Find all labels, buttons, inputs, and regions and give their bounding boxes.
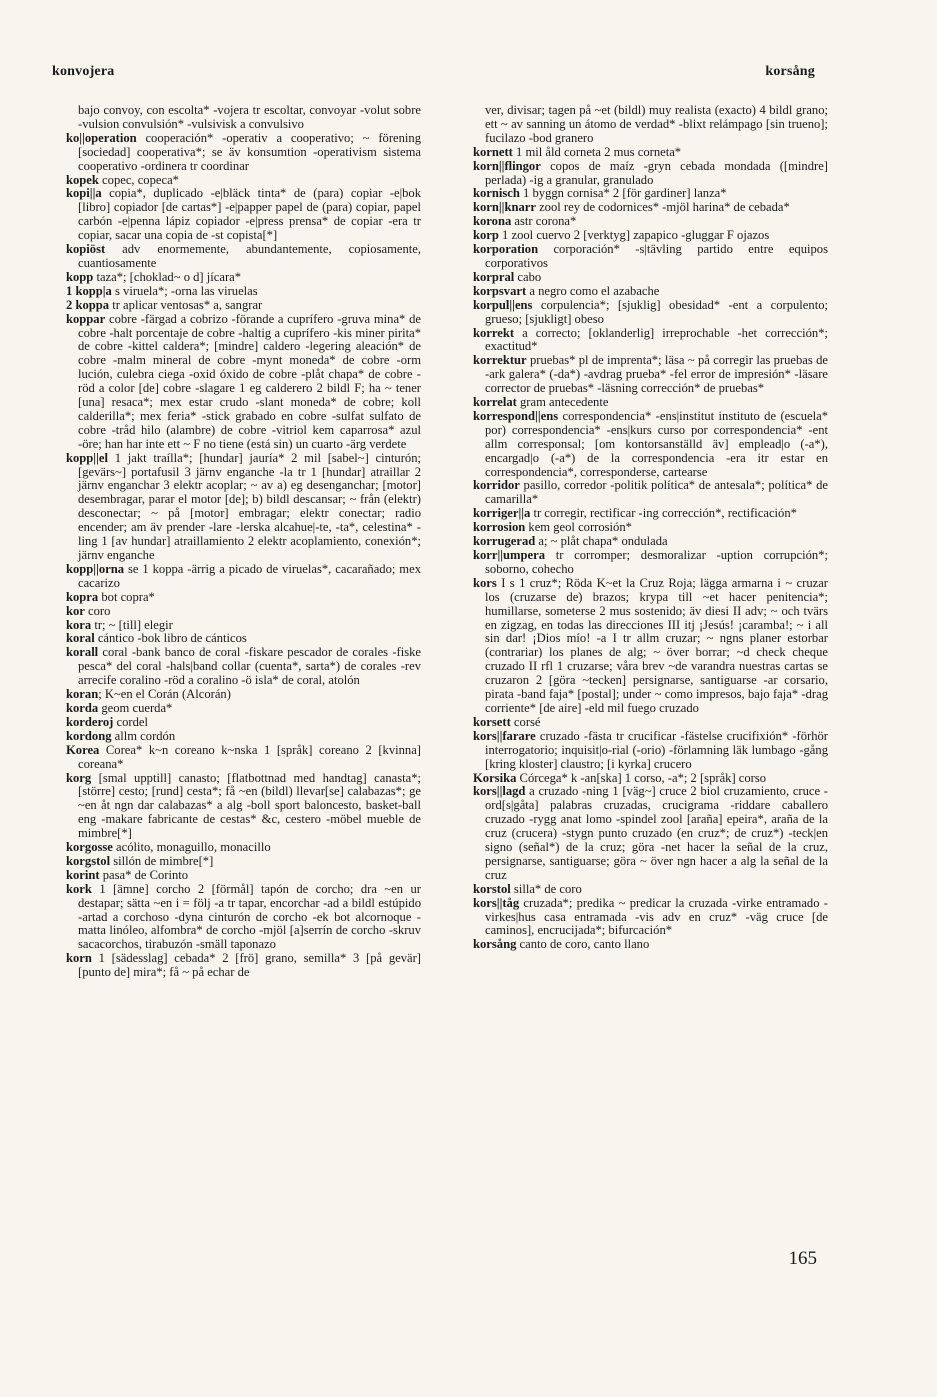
entry-headword: korall: [66, 645, 99, 660]
entry-definition: a cruzado -ning 1 [väg~] cruce 2 biol cruzamiento, cruce -ord[s|gåta] palabras cruzadas, crucigrama -riddare caballero cruzado -rygg anat lomo -spindel zool [araña] epeira*, araña de la cruz (crucera) -stygn punto cruzado (en cruz*; de cruz*) -teck|en signo (señal*) de la cruz; göra -net hacer la señal de la cruz, persignarse, santiguarse; göra ~ över ngn hacer a alg la señal de la cruz: [485, 784, 828, 882]
entry-definition: [smal upptill] canasto; [flatbottnad med handtag] canasta*; [större] cesto; [rund] cesta*; få ~en (bildl) llevar[se] calabazas*; ge ~en åt ngn dar calabazas* a alg -boll sport baloncesto, basket-ball eng -makare fabricante de cestas* &c, cestero -möbel mueble de mimbre[*]: [78, 770, 421, 841]
entry-headword: kopp: [66, 269, 94, 284]
left-guide-word: konvojera: [52, 64, 115, 79]
entry-definition: 1 jakt traílla*; [hundar] jauría* 2 mil [sabel~] cinturón; [gevärs~] portafusil 3 järnv enganche -la tr 1 [hundar] atraillar 2 järnv enganchar 3 elektr acoplar; ~ av a) eg desenganchar; [motor] desembragar, parar el motor [de]; b) bildl descansar; ~ från (elektr) desconectar; ~ på [motor] embragar; elektr conectar; radio encender; am äv prender -lare -lerska alcahue|-te, -ta*, celestina* -ling 1 [av hundar] atraillamiento 2 elektr acoplamiento, conexión*; järnv enganche: [78, 450, 421, 562]
entry-headword: Korsika: [473, 770, 517, 785]
entry-definition: corporación* -s|tävling partido entre equipos corporativos: [485, 242, 828, 270]
dictionary-entry: [66, 299, 421, 313]
right-guide-word: korsång: [765, 64, 815, 79]
entry-definition: cántico -bok libro de cánticos: [94, 631, 247, 646]
dictionary-entry: [66, 243, 421, 271]
entry-definition: corsé: [510, 714, 541, 729]
dictionary-entry: [473, 577, 828, 716]
dictionary-entry: [473, 938, 828, 952]
entry-headword: kopiöst: [66, 242, 106, 257]
dictionary-entry: [473, 772, 828, 786]
entry-headword: korrespond||ens: [473, 408, 559, 423]
page-number: 165: [788, 1248, 817, 1269]
entry-headword: koran: [66, 687, 99, 702]
dictionary-entry: [473, 396, 828, 410]
entry-definition: copos de maíz -gryn cebada mondada ([mindre] perlada) -ig a granular, granulado: [485, 158, 828, 187]
entry-definition: cabo: [514, 269, 542, 284]
entry-definition: ; K~en el Corán (Alcorán): [98, 687, 231, 702]
dictionary-entry: [66, 563, 421, 591]
left-column: [66, 104, 421, 980]
entry-headword: korn||knarr: [473, 200, 536, 215]
entry-definition: corpulencia*; [sjuklig] obesidad* -ent a corpulento; grueso; [sjukligt] obeso: [485, 297, 828, 326]
dictionary-entry: [473, 479, 828, 507]
entry-definition: canto de coro, canto llano: [516, 937, 650, 952]
dictionary-entry: [473, 160, 828, 188]
entry-definition: gram antecedente: [516, 395, 609, 410]
dictionary-entry: [473, 104, 828, 146]
entry-headword: koral: [66, 631, 95, 646]
dictionary-entry: [66, 716, 421, 730]
entry-definition: a correcto; [oklanderlig] irreprochable -het corrección*; exactitud*: [485, 325, 828, 354]
entry-headword: Korea: [66, 742, 100, 757]
entry-definition: 1 mil åld corneta 2 mus corneta*: [512, 144, 682, 159]
right-column: [473, 104, 828, 952]
entry-headword: kopra: [66, 589, 99, 604]
entry-headword: korn: [66, 951, 92, 966]
entry-definition: Corea* k~n coreano k~nska 1 [språk] coreano 2 [kvinna] coreana*: [78, 742, 421, 771]
entry-definition: cruzado -fästa tr crucificar -fästelse crucifixión* -förhör interrogatorio; inquisit|o-rial (-orio) -förlamning läk lumbago -gång [kring kloster] claustro; [i kyrka] crucero: [485, 728, 828, 771]
dictionary-entry: [473, 730, 828, 772]
dictionary-entry: [66, 952, 421, 980]
dictionary-entry: [66, 271, 421, 285]
entry-headword: korriger||a: [473, 506, 531, 521]
entry-definition: tr aplicar ventosas* a, sangrar: [109, 297, 263, 312]
entry-definition: a negro como el azabache: [526, 283, 660, 298]
entry-definition: 1 [ämne] corcho 2 [förmål] tapón de corcho; dra ~en ur destapar; sätta ~en i = följ -a tr tapar, encorchar -ad a bildl estúpido -artad a corchoso -dyna cinturón de corcho -ek bot alcornoque -matta linóleo, alfombra* de corcho -mjöl [a]serrín de corcho -skruv sacacorchos, tirabuzón -smäll taponazo: [78, 881, 421, 952]
entry-definition: ver, divisar; tagen på ~et (bildl) muy realista (exacto) 4 bildl grano; ett ~ av sanning un átomo de verdad* -blixt relámpago [sin trueno]; fucilazo -bod granero: [485, 103, 828, 145]
entry-definition: tr; ~ [till] elegir: [91, 617, 173, 632]
entry-headword: korona: [473, 214, 512, 229]
entry-headword: korrelat: [473, 395, 517, 410]
dictionary-entry: [66, 313, 421, 452]
dictionary-entry: [66, 187, 421, 243]
entry-headword: korstol: [473, 881, 511, 896]
entry-headword: korda: [66, 700, 99, 715]
entry-definition: coral -bank banco de coral -fiskare pescador de corales -fiske pesca* del coral -hals|band collar (cuenta*, sarta*) de corales -rev arrecife coralino -röd a coralino -ö isla* de coral, atolón: [78, 645, 421, 688]
entry-headword: kora: [66, 617, 92, 632]
entry-definition: cruzada*; predika ~ predicar la cruzada -virke entramado -virkes|hus casa entramada -vis adv en cruz* -väg cruce [de caminos], encrucijada*; bifurcación*: [485, 895, 828, 938]
entry-definition: astr corona*: [511, 214, 577, 229]
dictionary-entry: [473, 549, 828, 577]
dictionary-entry: [473, 285, 828, 299]
entry-headword: 2 koppa: [66, 297, 110, 312]
dictionary-entry: [473, 535, 828, 549]
entry-definition: 1 zool cuervo 2 [verktyg] zapapico -gluggar F ojazos: [498, 228, 770, 243]
entry-definition: tr corromper; desmoralizar -uption corrupción*; soborno, cohecho: [485, 548, 828, 576]
entry-definition: cobre -färgad a cobrizo -förande a cuprífero -gruva mina* de cobre -halt porcentaje de cobre -haltig a cuprífero -kis miner pirita* de cobre -kittel caldera*; [mindre] caldero -legering aleación* de cobre -malm mineral de cobre -mynt moneda* de cobre -orm lución, culebra ciega -oxid óxido de cobre -plåt chapa* de cobre -röd a color [de] cobre -slagare 1 eg calderero 2 bildl F; ha ~ tener [una] resaca*; mex estar crudo -slant moneda* de cobre; koll calderilla*; mex feria* -stick grabado en cobre -sulfat sulfato de cobre -tråd hilo (alambre) de cobre -vitriol kem caparrosa* azul -öre; han har inte ett ~ F no tiene (está sin) un cuarto -ärg verdete: [78, 311, 421, 451]
entry-headword: korrektur: [473, 353, 527, 368]
dictionary-entry: [66, 744, 421, 772]
entry-definition: se 1 koppa -ärrig a picado de viruelas*, cacarañado; mex cacarizo: [78, 561, 421, 590]
dictionary-entry: [473, 716, 828, 730]
dictionary-entry: [66, 855, 421, 869]
entry-definition: a; ~ plåt chapa* ondulada: [535, 534, 668, 549]
entry-headword: kopek: [66, 172, 99, 187]
entry-headword: korgosse: [66, 840, 113, 855]
dictionary-entry: [473, 201, 828, 215]
entry-headword: kopp||orna: [66, 561, 125, 576]
entry-definition: adv enormemente, abundantemente, copiosamente, cuantiosamente: [78, 242, 421, 270]
entry-definition: coro: [84, 603, 111, 618]
entry-headword: korsett: [473, 714, 511, 729]
dictionary-entry: [473, 521, 828, 535]
entry-headword: kor: [66, 603, 85, 618]
entry-headword: korrosion: [473, 520, 526, 535]
dictionary-entry: [66, 646, 421, 688]
dictionary-entry: [473, 327, 828, 355]
entry-definition: bajo convoy, con escolta* -vojera tr escoltar, convoyar -volut sobre -vulsion convulsión* -vulsivisk a convulsivo: [78, 103, 421, 131]
entry-headword: korpul||ens: [473, 297, 533, 312]
entry-headword: korderoj: [66, 714, 114, 729]
entry-definition: bot copra*: [98, 589, 155, 604]
dictionary-entry: [66, 883, 421, 953]
dictionary-entry: [66, 841, 421, 855]
dictionary-entry: [66, 104, 421, 132]
entry-definition: s viruela*; -orna las viruelas: [111, 283, 258, 298]
dictionary-entry: [473, 187, 828, 201]
entry-definition: pasillo, corredor -politik política* de antesala*; política* de camarilla*: [485, 478, 828, 507]
entry-headword: koppar: [66, 311, 106, 326]
entry-definition: copec, copeca*: [98, 172, 179, 187]
dictionary-entry: [473, 215, 828, 229]
entry-definition: Córcega* k -an[ska] 1 corso, -a*; 2 [språk] corso: [516, 770, 767, 785]
dictionary-entry: [66, 619, 421, 633]
entry-definition: geom cuerda*: [98, 700, 173, 715]
dictionary-entry: [66, 730, 421, 744]
entry-headword: korpral: [473, 269, 515, 284]
entry-definition: taza*; [choklad~ o d] jícara*: [93, 269, 242, 284]
dictionary-entry: [473, 354, 828, 396]
entry-definition: 1 byggn cornisa* 2 [för gardiner] lanza*: [519, 186, 727, 201]
dictionary-entry: [66, 174, 421, 188]
entry-definition: zool rey de codornices* -mjöl harina* de cebada*: [535, 200, 790, 215]
dictionary-entry: [66, 132, 421, 174]
entry-headword: kordong: [66, 728, 112, 743]
dictionary-entry: [66, 702, 421, 716]
entry-definition: cooperación* -operativ a cooperativo; ~ förening [sociedad] cooperativa*; se äv konsumtion -operativism sistema cooperativo -ordinera tr coordinar: [78, 130, 421, 173]
entry-definition: sillón de mimbre[*]: [110, 853, 214, 868]
entry-headword: korint: [66, 867, 100, 882]
entry-headword: kornett: [473, 144, 513, 159]
dictionary-entry: [473, 243, 828, 271]
dictionary-entry: [66, 869, 421, 883]
entry-definition: silla* de coro: [510, 881, 582, 896]
entry-headword: korn||flingor: [473, 158, 541, 173]
entry-headword: korporation: [473, 242, 539, 257]
entry-definition: I s 1 cruz*; Röda K~et la Cruz Roja; lägga armarna i ~ cruzar los (cruzarse de) brazos; krypa till ~et hacer penitencia*; humillarse, someterse 2 mus sostenido; äv diesi II adv; ~ och tvärs en zigzag, en todas las direcciones III itj ¡Jesús! ¡caramba!; ~ i all sin dar! ¡Dios mío! -a I tr allm cruzar; ~ ngns planer estorbar (contrariar) los planes de alg; ~ över borrar; ~d check cheque cruzado II rfl 1 cruzarse; våra brev ~de varandra nuestras cartas se cruzaron 2 [göra ~tecken] persignarse, santiguarse -ar corsario, pirata -band faja* [postal]; under ~ como impresos, bajo faja* -drag corriente* [de aire] -eld mil fuego cruzado: [485, 575, 828, 715]
dictionary-entry: [473, 785, 828, 882]
entry-definition: correspondencia* -ens|institut instituto de (escuela* por) correspondencia* -ens|kurs curso por correspondencia* -ent allm corresponsal; [om kontorsanställd äv] emplead|o (-a*), encargad|o (-a*) de la correspondencia -era itr estar en correspondencia*, corresponderse, cartearse: [485, 408, 828, 479]
entry-headword: kors||tåg: [473, 895, 520, 910]
dictionary-entry: [473, 146, 828, 160]
entry-headword: korsång: [473, 937, 517, 952]
entry-headword: korg: [66, 770, 92, 785]
entry-definition: copia*, duplicado -e|bläck tinta* de (para) copiar -e|bok [libro] copiador [de cartas*] -e|papper papel de (para) copiar, papel carbón -e|penna lápiz copiador -e|press prensa* de copiar -era tr copiar, sacar una copia de -st copista[*]: [78, 186, 421, 243]
dictionary-entry: [473, 507, 828, 521]
entry-headword: kopp||el: [66, 450, 108, 465]
dictionary-entry: [473, 299, 828, 327]
entry-headword: korp: [473, 228, 499, 243]
dictionary-entry: [66, 452, 421, 563]
entry-headword: korgstol: [66, 853, 111, 868]
dictionary-entry: [66, 605, 421, 619]
entry-headword: ko||operation: [66, 130, 137, 145]
entry-headword: korrugerad: [473, 534, 536, 549]
entry-definition: pruebas* pl de imprenta*; läsa ~ på corregir las pruebas de -ark galera* (-da*) -avdrag prueba* -fel error de impresión* -läsare corrector de pruebas* -läsning corrección* de pruebas*: [485, 353, 828, 396]
dictionary-entry: [66, 772, 421, 842]
dictionary-entry: [66, 591, 421, 605]
dictionary-entry: [473, 271, 828, 285]
entry-headword: kopi||a: [66, 186, 102, 201]
dictionary-entry: [66, 688, 421, 702]
entry-headword: 1 kopp|a: [66, 283, 112, 298]
entry-headword: korridor: [473, 478, 520, 493]
entry-definition: allm cordón: [111, 728, 176, 743]
entry-definition: cordel: [113, 714, 148, 729]
entry-headword: korrekt: [473, 325, 515, 340]
entry-headword: korpsvart: [473, 283, 527, 298]
entry-definition: kem geol corrosión*: [525, 520, 632, 535]
entry-definition: acólito, monaguillo, monacillo: [112, 840, 271, 855]
entry-headword: korr||umpera: [473, 548, 546, 562]
entry-headword: kors||farare: [473, 728, 536, 743]
entry-headword: kornisch: [473, 186, 520, 201]
dictionary-entry: [473, 229, 828, 243]
dictionary-entry: [66, 632, 421, 646]
entry-headword: kork: [66, 881, 92, 896]
entry-headword: kors: [473, 575, 497, 590]
entry-definition: tr corregir, rectificar -ing corrección*, rectificación*: [530, 506, 797, 521]
dictionary-entry: [473, 410, 828, 480]
dictionary-entry: [66, 285, 421, 299]
entry-headword: kors||lagd: [473, 784, 526, 799]
entry-definition: pasa* de Corinto: [99, 867, 189, 882]
entry-definition: 1 [sädesslag] cebada* 2 [frö] grano, semilla* 3 [på gevär] [punto de] mira*; få ~ på echar de: [78, 951, 421, 980]
dictionary-entry: [473, 897, 828, 939]
dictionary-entry: [473, 883, 828, 897]
